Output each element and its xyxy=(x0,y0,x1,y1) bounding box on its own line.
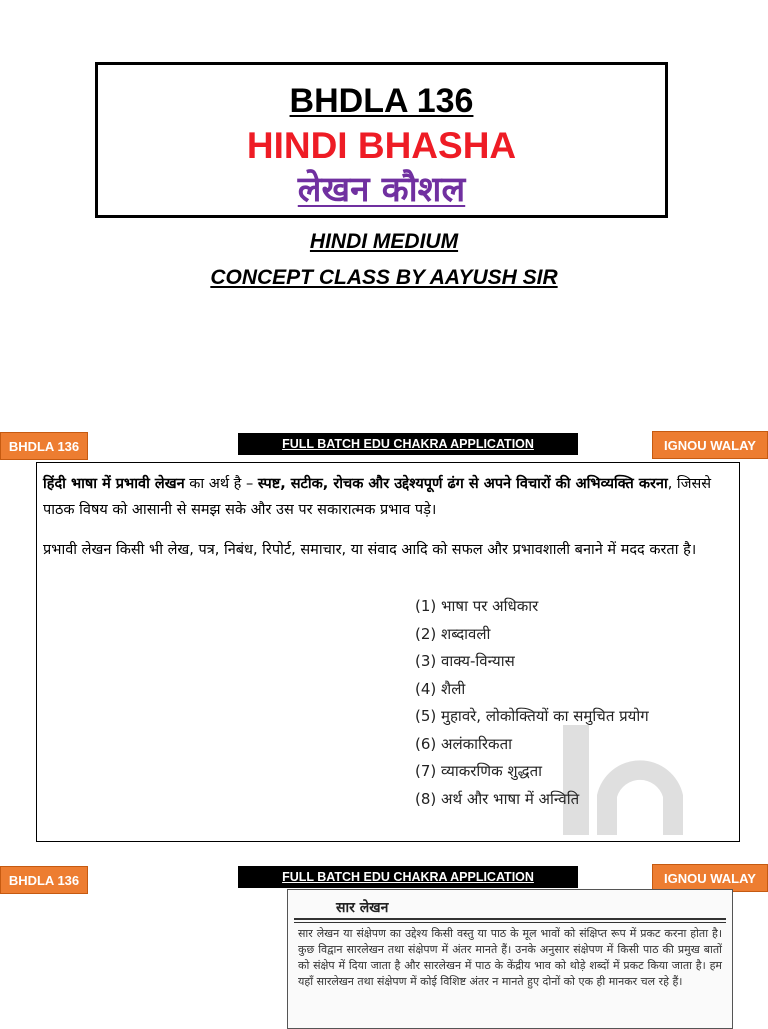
scanned-excerpt xyxy=(287,889,733,1029)
heading-rule xyxy=(294,918,726,920)
definition-term: हिंदी भाषा में प्रभावी लेखन xyxy=(43,476,185,492)
definition-paragraph xyxy=(43,471,731,523)
medium-label: HINDI MEDIUM xyxy=(309,230,459,253)
heading-rule xyxy=(294,922,726,923)
topic-title: लेखन कौशल xyxy=(297,170,466,210)
app-banner: FULL BATCH EDU CHAKRA APPLICATION xyxy=(238,433,578,455)
list-item: (5) मुहावरे, लोकोक्तियों का समुचित प्रयोग xyxy=(415,707,649,725)
slide-content xyxy=(36,462,740,842)
course-code-title: BHDLA 136 xyxy=(289,82,474,120)
features-list xyxy=(415,593,649,813)
course-badge: BHDLA 136 xyxy=(0,866,88,894)
list-item: (8) अर्थ और भाषा में अन्विति xyxy=(415,789,580,808)
list-item: (6) अलंकारिकता xyxy=(415,734,513,753)
app-banner: FULL BATCH EDU CHAKRA APPLICATION xyxy=(238,866,578,888)
list-item: (7) व्याकरणिक शुद्धता xyxy=(415,762,543,780)
list-item: (1) भाषा पर अधिकार xyxy=(415,597,539,615)
definition-rest: , जिससे पाठक विषय को आसानी से समझ सके और उस पर सकारात्मक प्रभाव पड़े। xyxy=(43,476,712,518)
subject-title: HINDI BHASHA xyxy=(246,125,517,166)
definition-meaning: स्पष्ट, सटीक, रोचक और उद्देश्यपूर्ण ढंग से अपने विचारों की अभिव्यक्ति करना xyxy=(257,476,668,492)
list-item: (4) शैली xyxy=(415,679,466,698)
list-item: (2) शब्दावली xyxy=(415,624,491,643)
title-card xyxy=(95,62,668,218)
class-by-label: CONCEPT CLASS BY AAYUSH SIR xyxy=(210,266,558,289)
usage-paragraph: प्रभावी लेखन किसी भी लेख, पत्र, निबंध, रिपोर्ट, समाचार, या संवाद आदि को सफल और प्रभावशाली बनाने में मदद करता है। xyxy=(43,542,697,558)
excerpt-text: सार लेखन या संक्षेपण का उद्देश्य किसी वस्तु या पाठ के मूल भावों को संक्षिप्त रूप में प्रकट करना होता है। कुछ विद्वान सारलेखन तथा संक्षेपण में अंतर मानते हैं। उनके अनुसार संक्षेपण में किसी पाठ की प्रमुख बातों को संक्षेप में दिया जाता है और सारलेखन में पाठ के केंद्रीय भाव को थोड़े शब्दों में प्रकट किया जाता है। हम यहाँ सारलेखन तथा संक्षेपण में कोई विशिष्ट अंतर न मानते हुए दोनों को एक ही मानकर चल रहे हैं। xyxy=(298,927,722,988)
channel-badge: IGNOU WALAY xyxy=(652,864,768,892)
channel-badge: IGNOU WALAY xyxy=(652,431,768,459)
list-item: (3) वाक्य-विन्यास xyxy=(415,652,515,670)
course-badge: BHDLA 136 xyxy=(0,432,88,460)
excerpt-heading: सार लेखन xyxy=(336,900,389,916)
definition-connector: का अर्थ है – xyxy=(184,476,258,492)
